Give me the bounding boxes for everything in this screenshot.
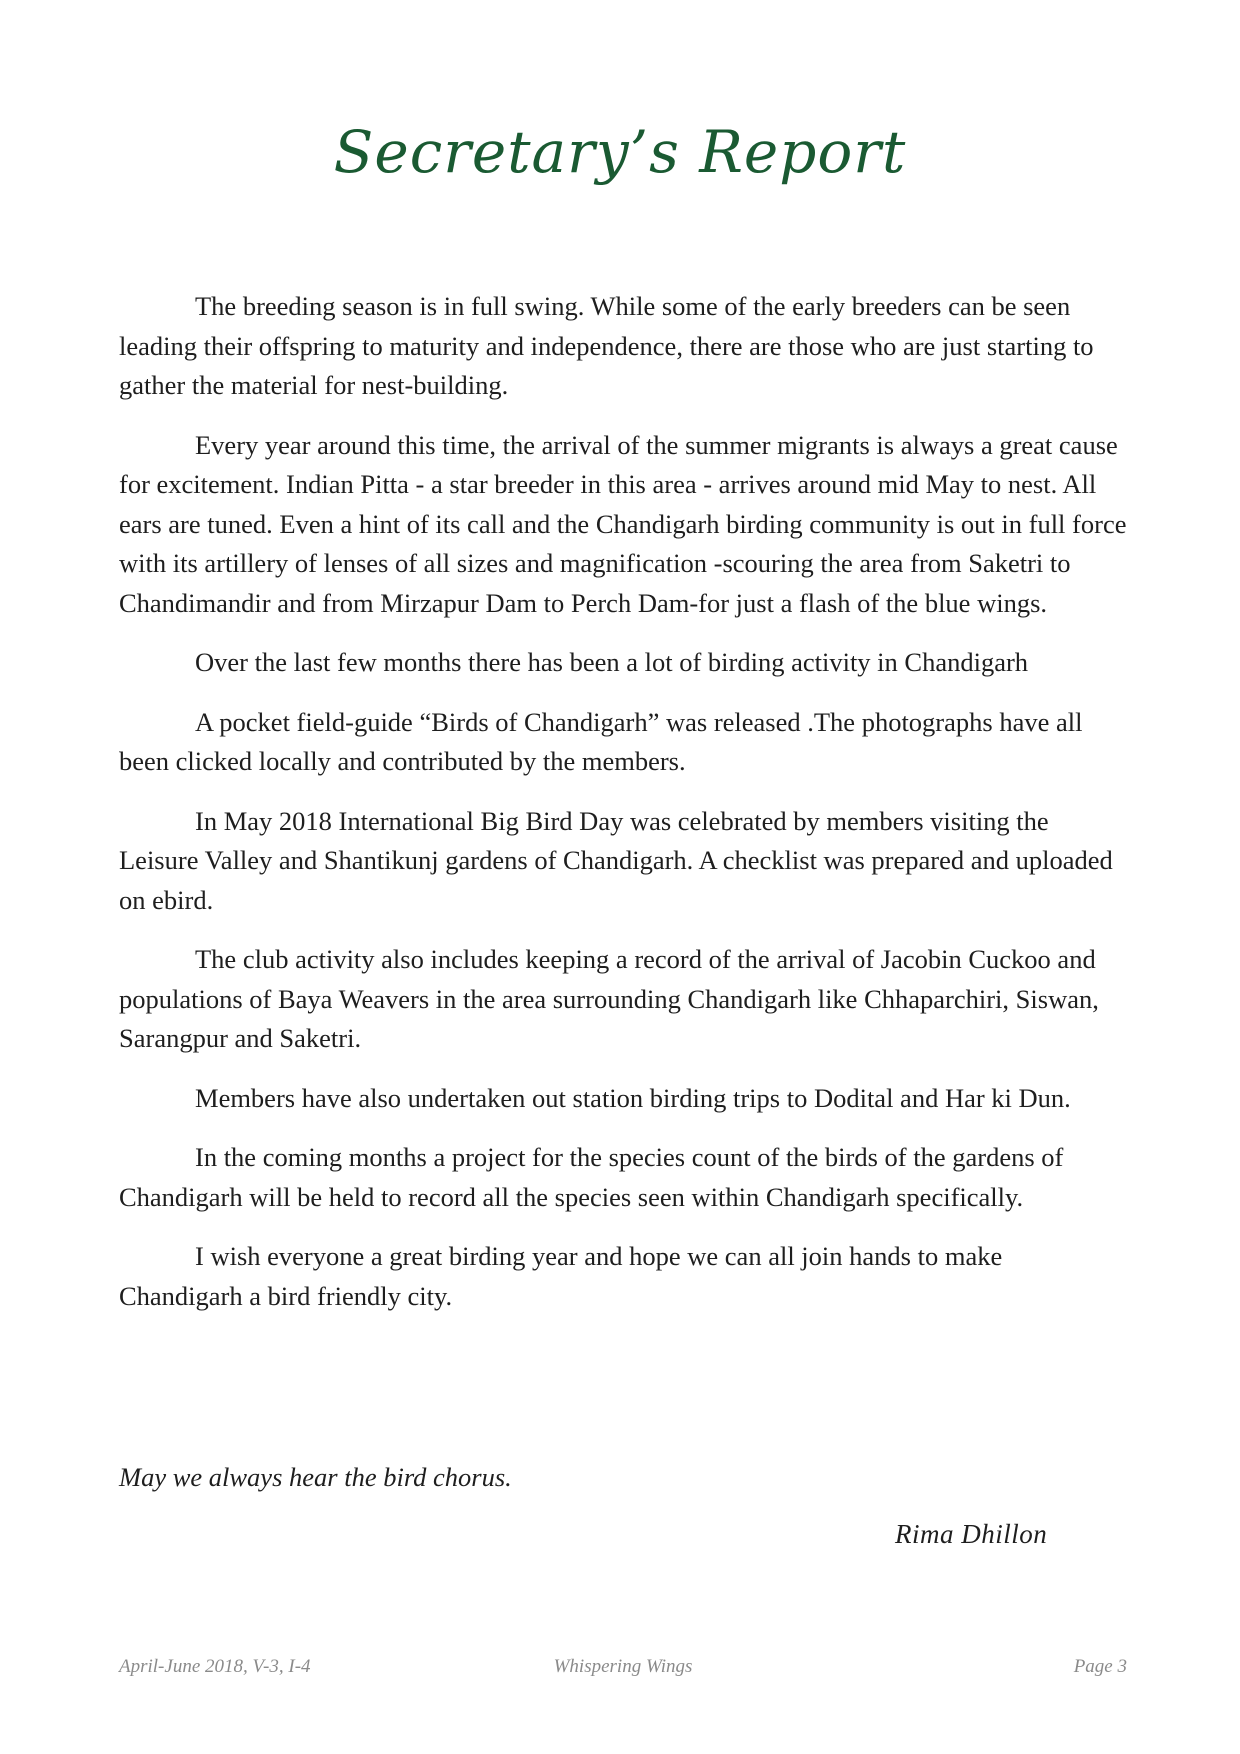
paragraph: The breeding season is in full swing. While some of the early breeders can be seen leading their offspring to maturity and independence, there are those who are just starting to gather the material for nest-building. (119, 291, 1094, 400)
paragraph: Members have also undertaken out station birding trips to Dodital and Har ki Dun. (195, 1082, 1071, 1113)
footer-issue: April-June 2018, V-3, I-4 (119, 1656, 311, 1677)
paragraph: A pocket field-guide “Birds of Chandigarh” was released .The photographs have all been clicked locally and contributed by the members. (119, 706, 1083, 776)
paragraph: Every year around this time, the arrival of the summer migrants is always a great cause for excitement. Indian Pitta - a star breeder in this area - arrives around mid May to nest. All ears are tuned. Even a hint of its call and the Chandigarh birding community is out in full force with its artillery of lenses of all sizes and magnification -scouring the area from Saketri to Chandimandir and from Mirzapur Dam to Perch Dam-for just a flash of the blue wings. (119, 429, 1127, 618)
page-title: Secretary’s Report (333, 118, 907, 186)
report-body (119, 287, 1129, 1336)
paragraph: In the coming months a project for the species count of the birds of the gardens of Chandigarh will be held to record all the species seen within Chandigarh specifically. (119, 1142, 1064, 1212)
footer-publication: Whispering Wings (553, 1656, 693, 1677)
signature: Rima Dhillon (895, 1519, 1048, 1549)
paragraph: The club activity also includes keeping a record of the arrival of Jacobin Cuckoo and populations of Baya Weavers in the area surrounding Chandigarh like Chhaparchiri, Siswan, Sarangpur and Saketri. (119, 944, 1099, 1053)
paragraph: Over the last few months there has been a lot of birding activity in Chandigarh (195, 647, 1029, 677)
paragraph: In May 2018 International Big Bird Day was celebrated by members visiting the Leisure Valley and Shantikunj gardens of Chandigarh. A checklist was prepared and uploaded on ebird. (119, 805, 1113, 915)
footer-page-number: Page 3 (1073, 1656, 1127, 1677)
page-footer (119, 1656, 1127, 1686)
paragraph: I wish everyone a great birding year and hope we can all join hands to make Chandigarh a bird friendly city. (119, 1241, 1003, 1311)
closing-line: May we always hear the bird chorus. (119, 1462, 512, 1492)
